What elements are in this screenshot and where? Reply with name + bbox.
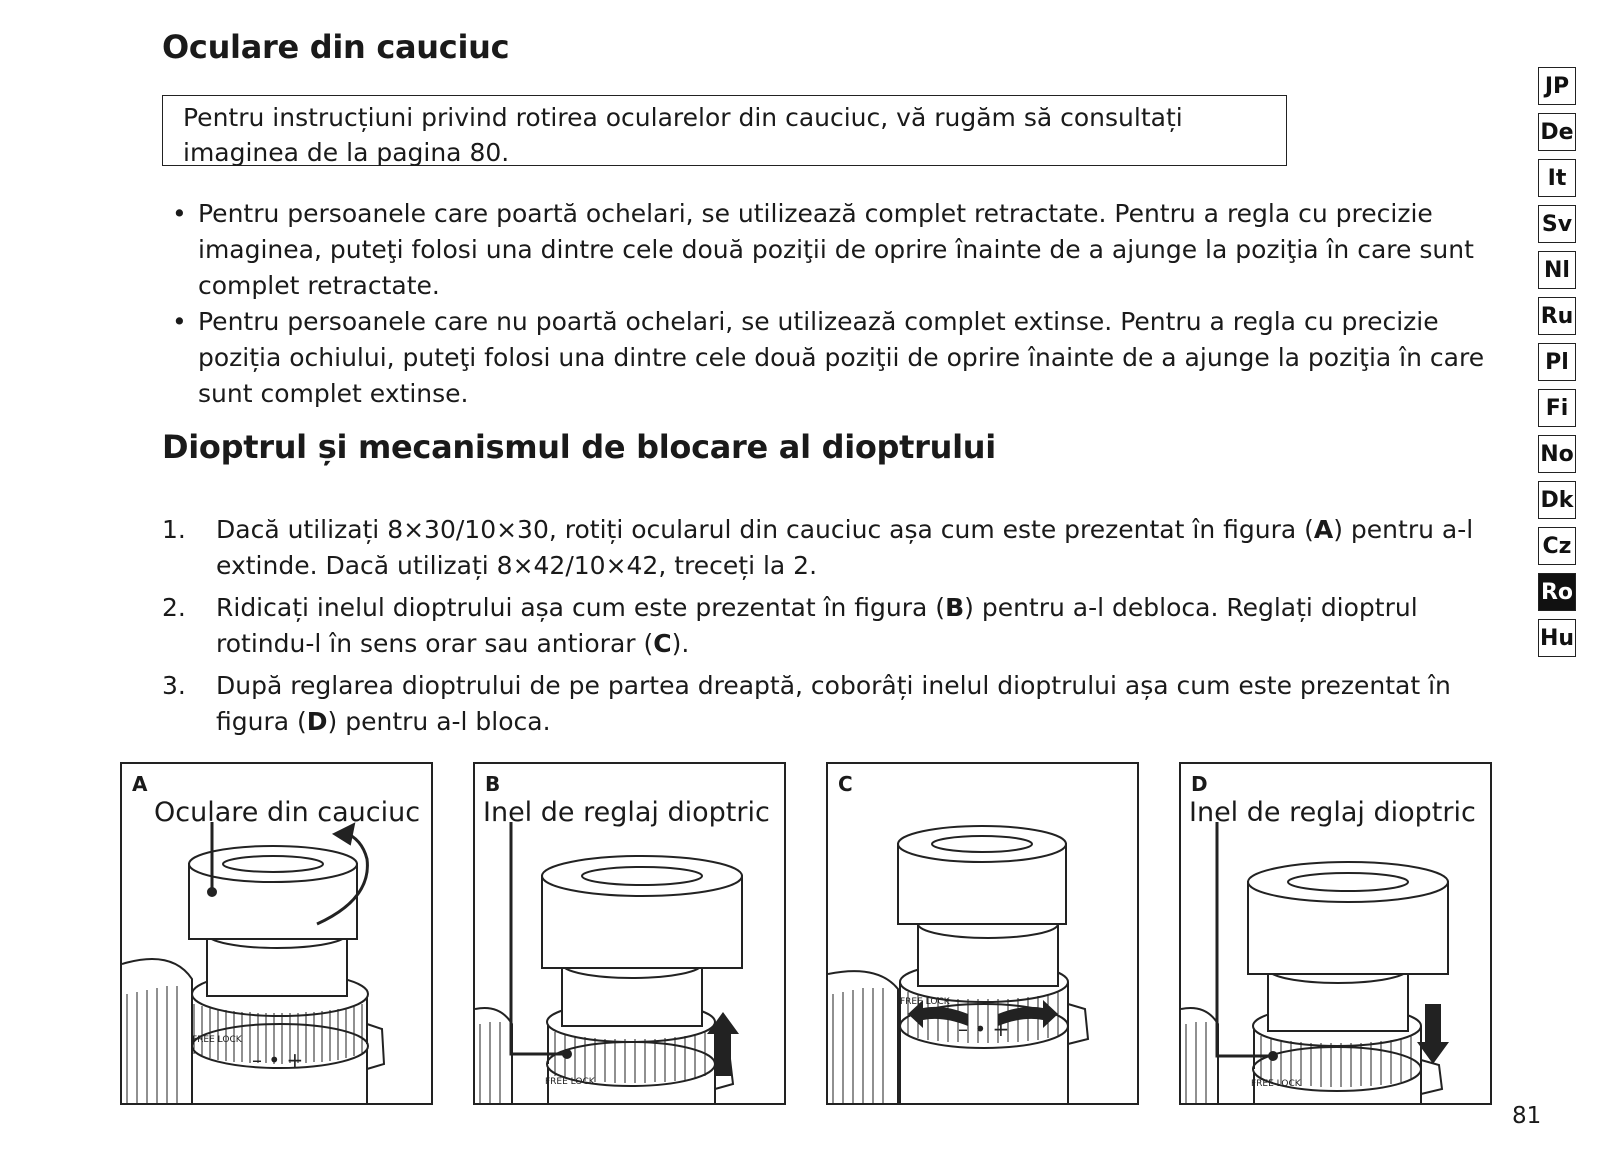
section-title-oculare: Oculare din cauciuc [162,28,510,66]
step-number: 2. [162,593,186,622]
page-number: 81 [1512,1103,1542,1129]
tab-cz[interactable]: Cz [1538,527,1576,565]
figure-ref: C [653,629,672,658]
figure-caption: Oculare din cauciuc [154,797,421,828]
lock-label: FREE LOCK [1251,1079,1301,1089]
figure-letter: C [838,772,853,796]
figure-ref: D [306,707,328,736]
step-number: 1. [162,515,186,544]
bullet-text: Pentru persoanele care poartă ochelari, se utilizează complet retractate. Pentru a regla cu precizie imaginea, puteţi folosi una dintre cele două poziţii de oprire înainte de a ajunge la poziţia în care sunt complet retractate. [198,199,1474,300]
tab-it[interactable]: It [1538,159,1576,197]
figure-c [826,762,1139,1105]
step-item [162,668,1482,740]
figure-a [120,762,433,1105]
bullet-marker: • [172,199,187,228]
tab-sv[interactable]: Sv [1538,205,1576,243]
tab-nl[interactable]: Nl [1538,251,1576,289]
figure-ref: A [1313,515,1334,544]
lock-label: FREE LOCK [192,1035,242,1045]
list-item [172,304,1492,412]
lock-label: FREE LOCK [900,997,950,1007]
bullet-text: Pentru persoanele care nu poartă ochelari, se utilizează complet extinse. Pentru a regla cu precizie poziția ochiului, puteţi folosi una dintre cele două poziţii de oprire înainte de a ajunge la poziţia în care sunt complet extinse. [198,307,1485,408]
tab-ru[interactable]: Ru [1538,297,1576,335]
figure-letter: A [132,772,148,796]
step-text: După reglarea dioptrului de pe partea dreaptă, coborâți inelul dioptrului așa cum este prezentat în figura ( [216,671,1451,736]
step-number: 3. [162,671,186,700]
figure-d [1179,762,1492,1105]
step-text: Dacă utilizați 8×30/10×30, rotiți ocularul din cauciuc așa cum este prezentat în figura ( [216,515,1314,544]
tab-ro[interactable]: Ro [1538,573,1576,611]
scale-label: – • + [252,1048,304,1072]
figure-b [473,762,786,1105]
figure-caption: Inel de reglaj dioptric [1189,797,1476,828]
figure-letter: B [485,772,501,796]
step-item [162,512,1482,584]
step-text: ). [671,629,690,658]
tab-no[interactable]: No [1538,435,1576,473]
step-text: ) pentru a-l debloca. Reglați dioptrul rotindu-l în sens orar sau antiorar ( [216,593,1418,658]
tab-fi[interactable]: Fi [1538,389,1576,427]
language-tabs [1538,67,1580,665]
figure-letter: D [1191,772,1208,796]
bullet-marker: • [172,307,187,336]
note-box: Pentru instrucțiuni privind rotirea ocularelor din cauciuc, vă rugăm să consultați imaginea de la pagina 80. [162,95,1287,166]
step-text: ) pentru a-l bloca. [327,707,551,736]
list-item [172,196,1492,304]
figure-caption: Inel de reglaj dioptric [483,797,770,828]
step-text: ) pentru a-l extinde. Dacă utilizați 8×42/10×42, treceți la 2. [216,515,1474,580]
lock-label: FREE LOCK [545,1077,595,1087]
step-text: Ridicați inelul dioptrului așa cum este prezentat în figura ( [216,593,946,622]
figure-ref: B [945,593,965,622]
tab-pl[interactable]: Pl [1538,343,1576,381]
scale-label: – • + [958,1017,1010,1041]
tab-dk[interactable]: Dk [1538,481,1576,519]
tab-jp[interactable]: JP [1538,67,1576,105]
steps-list [162,512,1482,746]
tab-de[interactable]: De [1538,113,1576,151]
eyepiece-illustration [828,764,1139,1105]
bullet-list [172,196,1492,412]
step-item [162,590,1482,662]
section-title-dioptru: Dioptrul și mecanismul de blocare al dioptrului [162,428,996,466]
tab-hu[interactable]: Hu [1538,619,1576,657]
